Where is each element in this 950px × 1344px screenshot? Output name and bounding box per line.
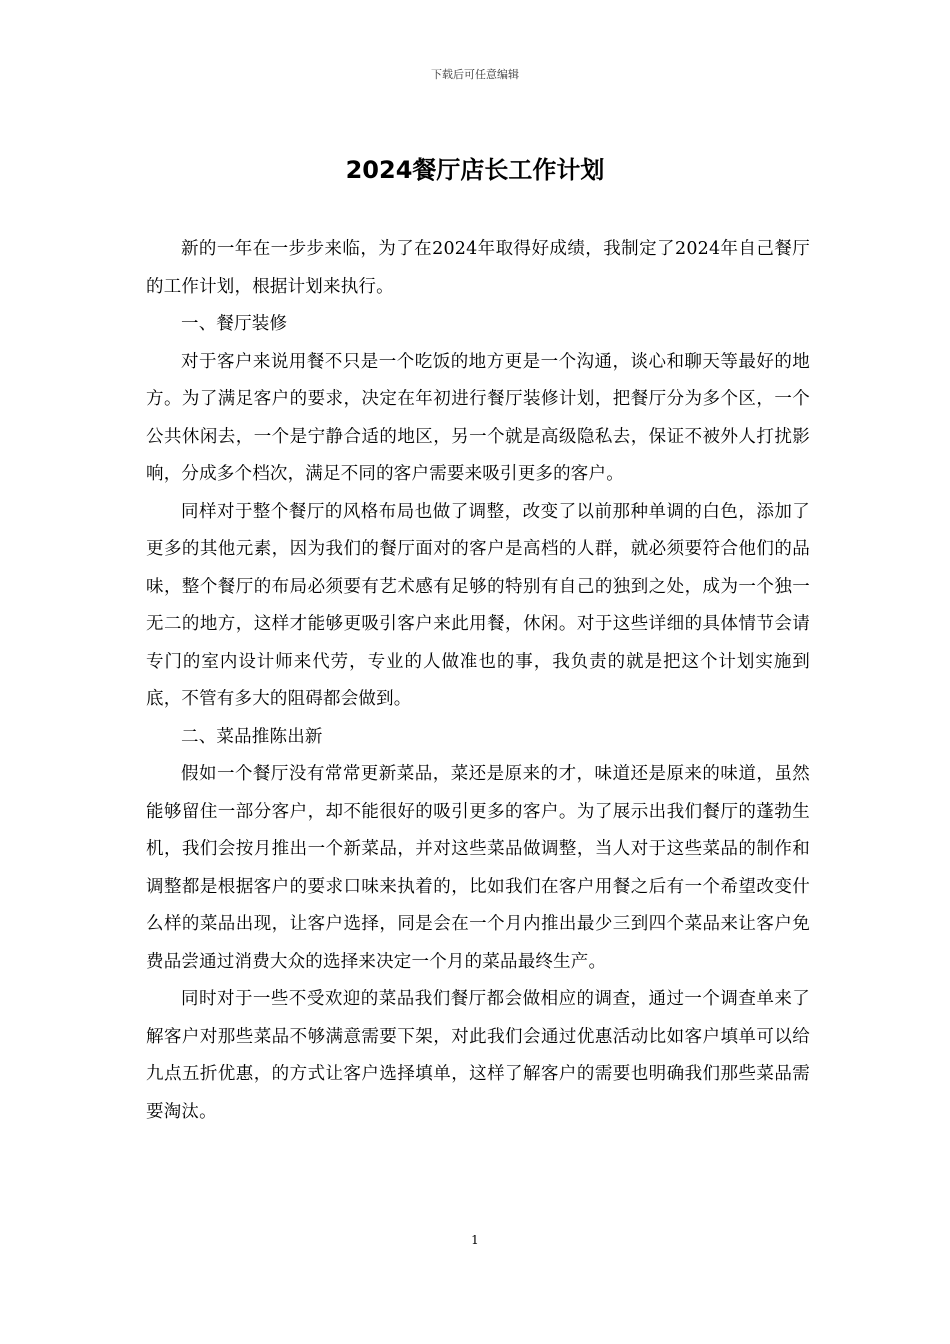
body-paragraph: 同时对于一些不受欢迎的菜品我们餐厅都会做相应的调查，通过一个调查单来了解客户对那些菜品不够满意需要下架，对此我们会通过优惠活动比如客户填单可以给九点五折优惠，的方式让客户选择填单，这样了解客户的需要也明确我们那些菜品需要淘汰。 (146, 989, 810, 1122)
intro-paragraph: 新的一年在一步步来临，为了在2024年取得好成绩，我制定了2024年自己餐厅的工作计划，根据计划来执行。 (146, 239, 810, 297)
page-number: 1 (471, 1233, 479, 1247)
body-paragraph: 假如一个餐厅没有常常更新菜品，菜还是原来的才，味道还是原来的味道，虽然能够留住一部分客户，却不能很好的吸引更多的客户。为了展示出我们餐厅的蓬勃生机，我们会按月推出一个新菜品，并对这些菜品做调整，当人对于这些菜品的制作和调整都是根据客户的要求口味来执着的，比如我们在客户用餐之后有一个希望改变什么样的菜品出现，让客户选择，同是会在一个月内推出最少三到四个菜品来让客户免费品尝通过消费大众的选择来决定一个月的菜品最终生产。 (146, 764, 810, 972)
document-body (146, 231, 810, 1131)
section-heading-menu: 二、菜品推陈出新 (181, 726, 323, 747)
header-note: 下载后可任意编辑 (431, 68, 519, 81)
body-paragraph: 同样对于整个餐厅的风格布局也做了调整，改变了以前那种单调的白色，添加了更多的其他元素，因为我们的餐厅面对的客户是高档的人群，就必须要符合他们的品味，整个餐厅的布局必须要有艺术感有足够的特别有自己的独到之处，成为一个独一无二的地方，这样才能够更吸引客户来此用餐，休闲。对于这些详细的具体情节会请专门的室内设计师来代劳，专业的人做准也的事，我负责的就是把这个计划实施到底，不管有多大的阻碍都会做到。 (146, 501, 810, 709)
document-title: 2024餐厅店长工作计划 (345, 156, 605, 184)
body-paragraph: 对于客户来说用餐不只是一个吃饭的地方更是一个沟通，谈心和聊天等最好的地方。为了满足客户的要求，决定在年初进行餐厅装修计划，把餐厅分为多个区，一个公共休闲去，一个是宁静合适的地区，另一个就是高级隐私去，保证不被外人打扰影响，分成多个档次，满足不同的客户需要来吸引更多的客户。 (146, 351, 810, 484)
section-heading-renovation: 一、餐厅装修 (181, 314, 288, 334)
